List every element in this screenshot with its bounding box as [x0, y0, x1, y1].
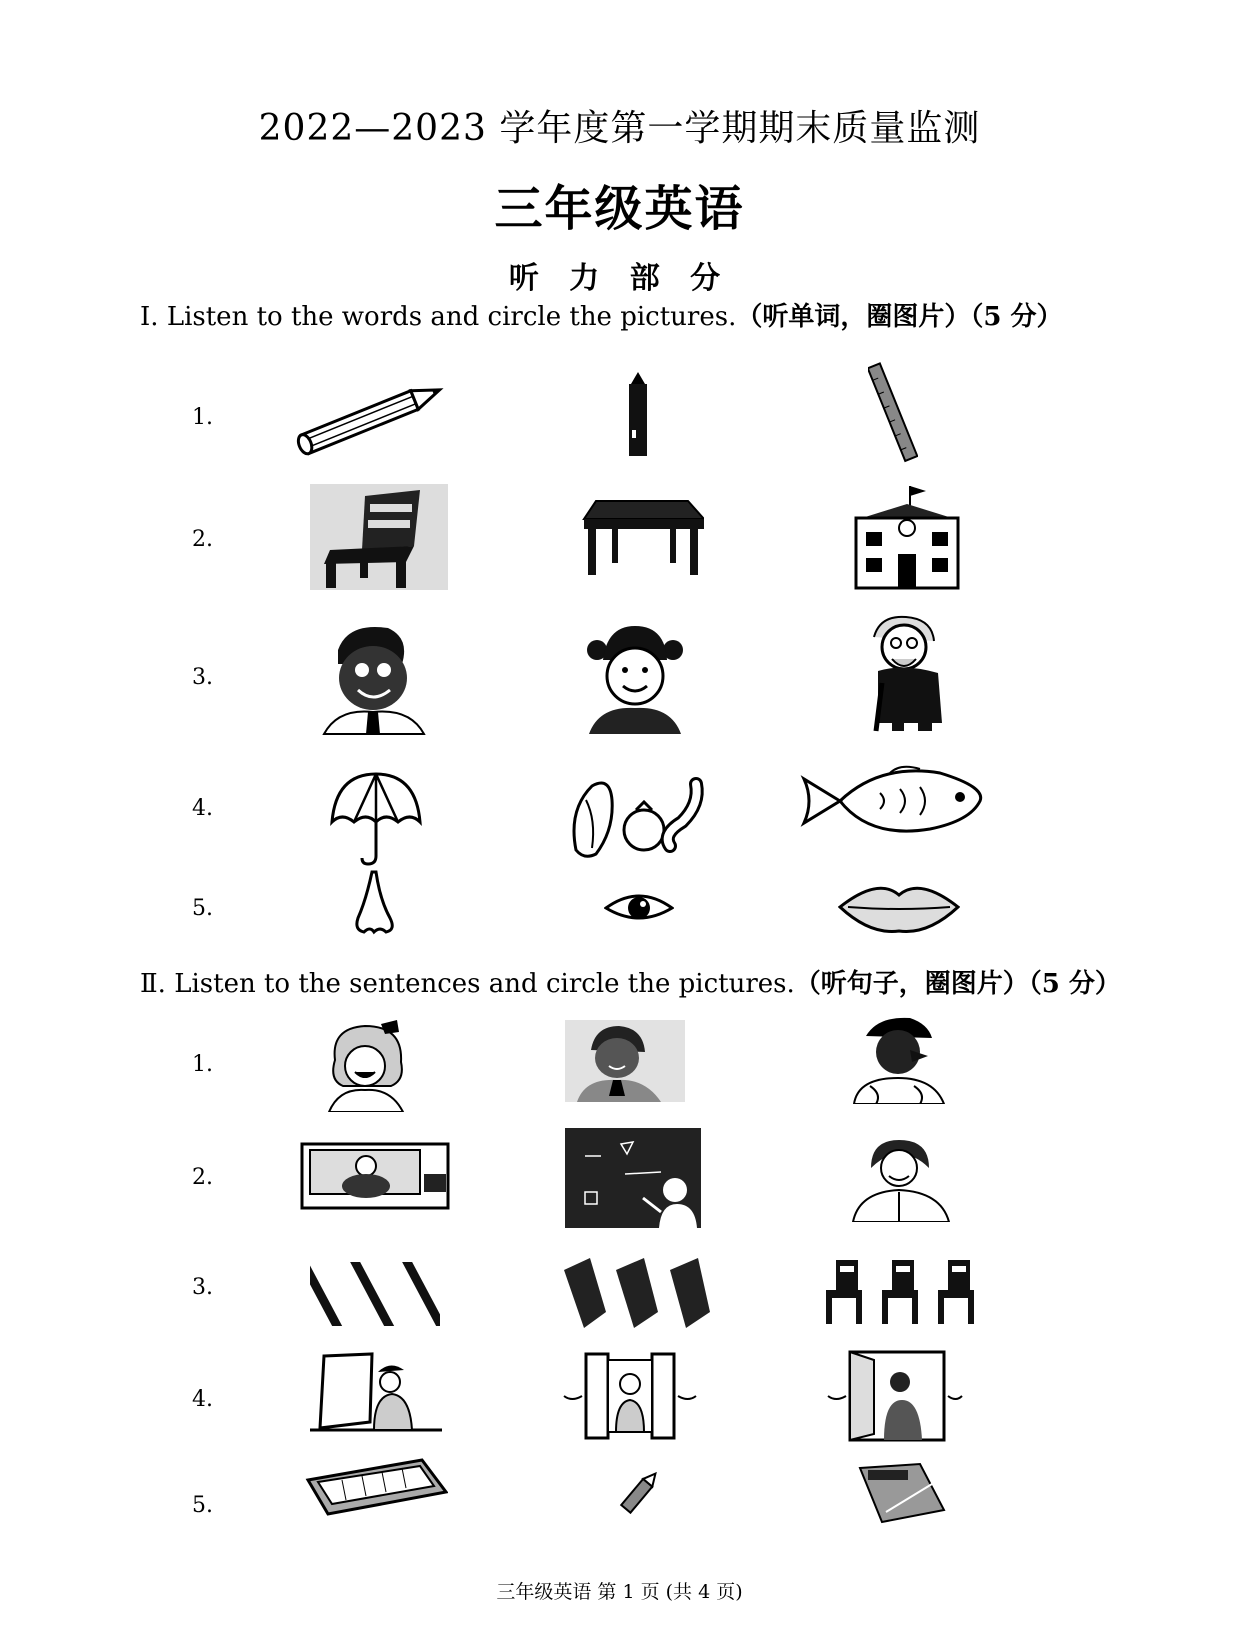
s2-row-4-number: 4.: [192, 1387, 213, 1412]
section-2-note: （听句子，圈图片）（5 分）: [794, 969, 1121, 999]
boy-picture[interactable]: [318, 620, 428, 735]
girl-face-picture[interactable]: [325, 1020, 409, 1112]
boy-face-picture[interactable]: [565, 1020, 685, 1102]
old-man-picture[interactable]: [862, 613, 948, 733]
three-books-picture[interactable]: [560, 1252, 710, 1332]
school-picture[interactable]: [852, 482, 962, 590]
s1-row-2-number: 2.: [192, 527, 213, 552]
section-1-note: （听单词，圈图片）（5 分）: [736, 302, 1063, 332]
page-footer: 三年级英语 第 1 页 (共 4 页): [496, 1581, 743, 1603]
s1-row-3-number: 3.: [192, 665, 213, 690]
nose-picture[interactable]: [352, 870, 396, 936]
part-title: 听 力 部 分: [508, 261, 731, 296]
section-2-text: Listen to the sentences and circle the pictures.: [174, 969, 795, 999]
s1-row-5-number: 5.: [192, 896, 213, 921]
doctor-picture[interactable]: [845, 1136, 955, 1222]
driver-picture[interactable]: [300, 1140, 450, 1212]
s2-row-2-number: 2.: [192, 1165, 213, 1190]
chair-picture[interactable]: [310, 484, 448, 590]
fish-picture[interactable]: [800, 763, 986, 839]
three-rulers-picture[interactable]: [310, 1258, 440, 1330]
three-chairs-picture[interactable]: [822, 1256, 982, 1326]
section-1-numeral: Ⅰ.: [140, 302, 159, 332]
teacher-picture[interactable]: [565, 1128, 701, 1228]
mouth-picture[interactable]: [838, 883, 960, 933]
girl-at-window-picture[interactable]: [302, 1352, 446, 1434]
s2-row-3-number: 3.: [192, 1275, 213, 1300]
s1-row-1-number: 1.: [192, 405, 213, 430]
umbrella-picture[interactable]: [328, 770, 424, 866]
desk-picture[interactable]: [582, 497, 704, 577]
man-opening-door-picture[interactable]: [824, 1350, 964, 1442]
eye-picture[interactable]: [604, 888, 674, 928]
crayon-picture[interactable]: [623, 370, 653, 458]
subject-title: 三年级英语: [494, 181, 745, 237]
s2-row-5-number: 5.: [192, 1493, 213, 1518]
section-1-heading: [140, 296, 1063, 333]
pencil-box-picture[interactable]: [302, 1456, 448, 1520]
s2-row-1-number: 1.: [192, 1052, 213, 1077]
man-face-picture[interactable]: [848, 1016, 946, 1104]
small-pencil-picture[interactable]: [614, 1464, 666, 1520]
girl-picture[interactable]: [585, 620, 685, 735]
section-2-numeral: Ⅱ.: [140, 969, 166, 999]
section-1-text: Listen to the words and circle the pictures.: [166, 302, 737, 332]
section-2-heading: [140, 963, 1121, 1000]
s1-row-4-number: 4.: [192, 796, 213, 821]
ruler-picture[interactable]: [868, 360, 918, 465]
exam-title: 2022—2023 学年度第一学期期末质量监测: [258, 108, 981, 149]
boy-opening-window-picture[interactable]: [560, 1350, 700, 1442]
vegetables-picture[interactable]: [566, 770, 716, 860]
book-picture[interactable]: [856, 1462, 946, 1526]
pencil-picture[interactable]: [290, 378, 450, 458]
